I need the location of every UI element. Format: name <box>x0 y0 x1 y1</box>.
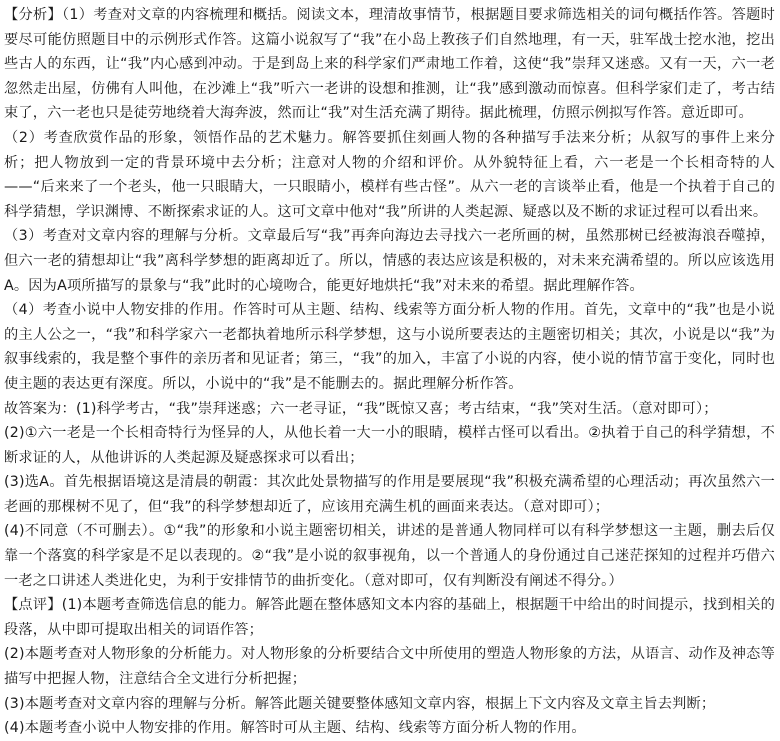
comment-q3-paragraph: (3)本题考查对文章内容的理解与分析。解答此题关键要整体感知文章内容，根据上下文内容及文章主旨去判断； <box>4 695 716 712</box>
answer-q1-paragraph: 故答案为：(1)科学考古，“我”崇拜迷惑；六一老寻证，“我”既惊又喜；考古结束，“我”笑对生活。（意对即可）； <box>4 400 718 417</box>
analysis-q2-paragraph: （2）考查欣赏作品的形象，领悟作品的艺术魅力。解答要抓住刻画人物的各种描写手法来分析；从叙写的事件上来分析；把人物放到一定的背景环境中去分析；注意对人物的介绍和评价。从外貌特征上看，六一老是一个长相奇特的人——“后来来了一个老头，他一只眼睛大，一只眼睛小，模样有些古怪”。从六一老的言谈举止看，他是一个执着于自己的科学猜想，学识渊博、不断探索求证的人。这可文章中他对“我”所讲的人类起源、疑惑以及不断的求证过程可以看出来。 <box>4 129 775 220</box>
comment-q4-paragraph: (4)本题考查小说中人物安排的作用。解答时可从主题、结构、线索等方面分析人物的作用。 <box>4 720 586 737</box>
answer-q4-paragraph: (4)不同意（不可删去）。①“我”的形象和小说主题密切相关，讲述的是普通人物同样可以有科学梦想这一主题，删去后仅靠一个落寞的科学家是不足以表现的。②“我”是小说的叙事视角，以一个普通人的身份通过自己迷茫探知的过程并巧借六一老之口讲述人类进化史，为利于安排情节的曲折变化。（意对即可，仅有判断没有阐述不得分。） <box>4 523 775 589</box>
analysis-intro-paragraph: 【分析】（1）考查对文章的内容梳理和概括。阅读文本，理清故事情节，根据题目要求筛选相关的词句概括作答。答题时要尽可能仿照题目中的示例形式作答。这篇小说叙写了“我”在小岛上教孩子们自然地理，有一天，驻军战士挖水池，挖出些古人的东西，让“我”内心感到冲动。于是到岛上来的科学家们严肃地工作着，这使“我”崇拜又迷惑。又有一天，六一老忽然走出屋，仿佛有人叫他，在沙滩上“我”听六一老讲的设想和推测，让“我”感到激动而惊喜。但科学家们走了，考古结束了，六一老也只是徒劳地绕着大海奔波，然而让“我”对生活充满了期待。据此梳理，仿照示例拟写作答。意近即可。 <box>4 7 775 122</box>
comment-q1-paragraph: 【点评】(1)本题考查筛选信息的能力。解答此题在整体感知文本内容的基础上，根据题干中给出的时间提示，找到相关的段落，从中即可提取出相关的词语作答； <box>4 597 775 638</box>
analysis-q4-paragraph: （4）考查小说中人物安排的作用。作答时可从主题、结构、线索等方面分析人物的作用。首先，文章中的“我”也是小说的主人公之一，“我”和科学家六一老都执着地所示科学梦想，这与小说所要表达的主题密切相关；其次，小说是以“我”为叙事线索的，我是整个事件的亲历者和见证者；第三，“我”的加入，丰富了小说的内容，使小说的情节富于变化，同时也使主题的表达更有深度。所以，小说中的“我”是不能删去的。据此理解分析作答。 <box>4 302 775 392</box>
answer-q3-paragraph: (3)选A。首先根据语境这是清晨的朝霞：其次此处景物描写的作用是要展现“我”积极充满希望的心理活动；再次虽然六一老画的那棵树不见了，但“我”的科学梦想却近了，应该用充满生机的画面来表达。（意对即可）； <box>4 474 775 515</box>
comment-q2-paragraph: (2)本题考查对人物形象的分析能力。对人物形象的分析要结合文中所使用的塑造人物形象的方法，从语言、动作及神态等描写中把握人物，注意结合全文进行分析把握； <box>4 646 775 688</box>
analysis-q3-paragraph: （3）考查对文章内容的理解与分析。文章最后写“我”再奔向海边去寻找六一老所画的树，虽然那树已经被海浪吞噬掉，但六一老的猜想却让“我”离科学梦想的距离却近了。所以，情感的表达应该是积极的，对未来充满希望的。所以应该选用A。因为A项所描写的景象与“我”此时的心境吻合，能更好地烘托“我”对未来的希望。据此理解作答。 <box>4 228 775 294</box>
answer-q2-paragraph: (2)①六一老是一个长相奇特行为怪异的人，从他长着一大一小的眼睛，模样古怪可以看出。②执着于自己的科学猜想，不断求证的人，从他讲诉的人类起源及疑惑探求可以看出； <box>4 425 775 466</box>
